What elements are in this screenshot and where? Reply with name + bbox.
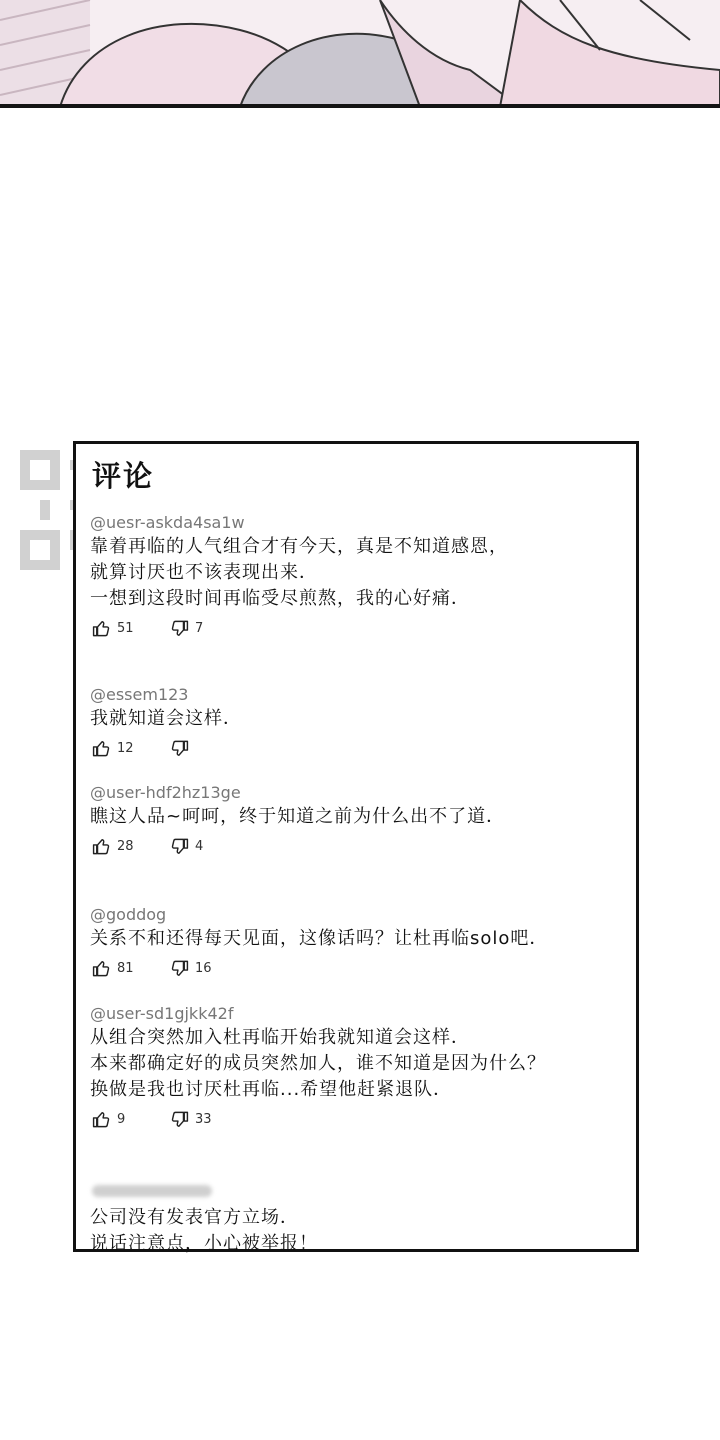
- comment-item: [90, 782, 630, 858]
- comment-text-line: 靠着再临的人气组合才有今天，真是不知道感恩，: [90, 536, 508, 557]
- dislike-button[interactable]: [170, 616, 203, 640]
- blurred-username: [92, 1185, 212, 1197]
- comment-text-line: 瞧这人品~呵呵，终于知道之前为什么出不了道．: [90, 806, 506, 827]
- dislike-button[interactable]: [170, 834, 203, 858]
- comment-text-line: 说话注意点，小心被举报！: [90, 1233, 318, 1254]
- dislike-button[interactable]: [170, 736, 195, 760]
- comment-username[interactable]: @uesr-askda4sa1w: [90, 513, 245, 532]
- comment-votes: [90, 1107, 630, 1131]
- thumbs-down-icon: [170, 1110, 189, 1129]
- comments-heading: 评论: [92, 459, 155, 493]
- like-count: 12: [117, 740, 134, 756]
- comment-text-line: 从组合突然加入杜再临开始我就知道会这样．: [90, 1027, 470, 1048]
- thumbs-down-icon: [170, 739, 189, 758]
- comment-item: [90, 684, 630, 760]
- thumbs-down-icon: [170, 837, 189, 856]
- like-button[interactable]: [92, 834, 134, 858]
- thumbs-up-icon: [92, 959, 111, 978]
- comment-box: [73, 441, 639, 1252]
- comment-username[interactable]: @user-hdf2hz13ge: [90, 783, 241, 802]
- comment-votes: [90, 736, 630, 760]
- comment-item: [90, 512, 630, 640]
- comment-text-line: 本来都确定好的成员突然加人，谁不知道是因为什么？: [90, 1053, 546, 1074]
- like-count: 9: [117, 1111, 126, 1127]
- thumbs-down-icon: [170, 959, 189, 978]
- dislike-count: 16: [195, 960, 212, 976]
- panel-border: [0, 104, 720, 108]
- dislike-count: 7: [195, 620, 204, 636]
- comment-username[interactable]: @goddog: [90, 905, 167, 924]
- like-count: 28: [117, 838, 134, 854]
- comment-votes: [90, 956, 630, 980]
- comment-text-line: 换做是我也讨厌杜再临...希望他赶紧退队．: [90, 1079, 453, 1100]
- thumbs-up-icon: [92, 739, 111, 758]
- thumbs-down-icon: [170, 619, 189, 638]
- comment-item: [90, 1179, 630, 1257]
- dislike-button[interactable]: [170, 1107, 212, 1131]
- like-button[interactable]: [92, 956, 134, 980]
- dislike-count: 4: [195, 838, 204, 854]
- dislike-count: 33: [195, 1111, 212, 1127]
- comment-text-line: 一想到这段时间再临受尽煎熬，我的心好痛．: [90, 588, 470, 609]
- comment-votes: [90, 834, 630, 858]
- like-button[interactable]: [92, 1107, 125, 1131]
- comment-text-line: 就算讨厌也不该表现出来．: [90, 562, 318, 583]
- like-button[interactable]: [92, 736, 134, 760]
- dislike-button[interactable]: [170, 956, 212, 980]
- comment-text-line: 我就知道会这样．: [90, 708, 242, 729]
- comment-votes: [90, 616, 630, 640]
- panel-illustration: [0, 0, 720, 107]
- thumbs-up-icon: [92, 619, 111, 638]
- like-count: 81: [117, 960, 134, 976]
- comment-text-line: 公司没有发表官方立场．: [90, 1207, 299, 1228]
- manga-panel-top: [0, 0, 720, 107]
- like-count: 51: [117, 620, 134, 636]
- comment-item: [90, 904, 630, 980]
- comment-username[interactable]: @essem123: [90, 685, 189, 704]
- comment-text-line: 关系不和还得每天见面，这像话吗？让杜再临solo吧．: [90, 928, 549, 949]
- like-button[interactable]: [92, 616, 134, 640]
- comment-username[interactable]: @user-sd1gjkk42f: [90, 1004, 234, 1023]
- thumbs-up-icon: [92, 837, 111, 856]
- thumbs-up-icon: [92, 1110, 111, 1129]
- comment-item: [90, 1003, 630, 1131]
